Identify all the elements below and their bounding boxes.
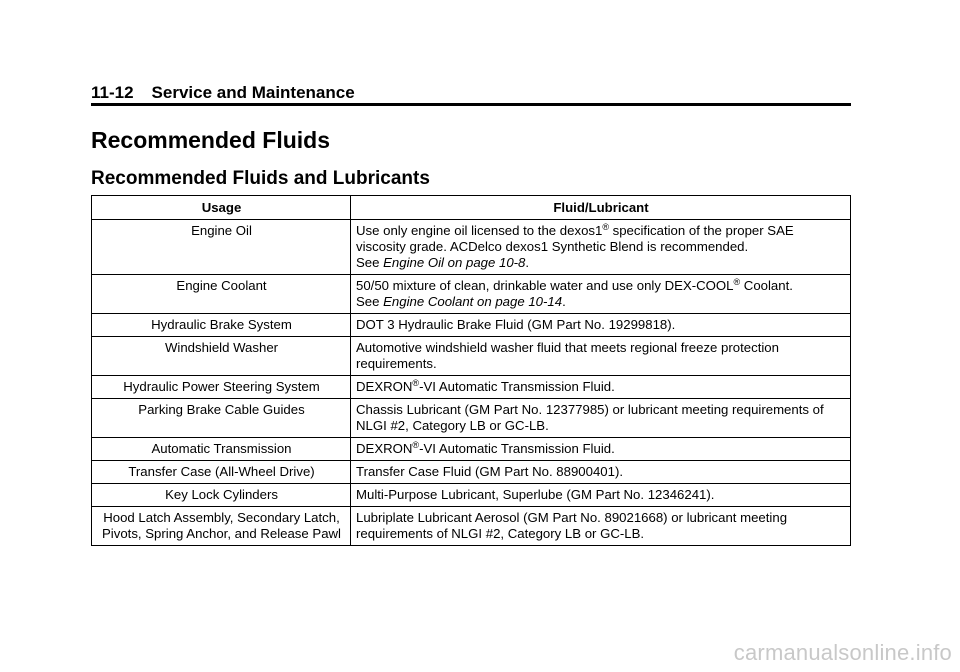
table-row xyxy=(92,484,851,507)
fluid-cell: DEXRON®-VI Automatic Transmission Fluid. xyxy=(351,376,851,399)
usage-cell: Engine Oil xyxy=(92,220,351,275)
usage-cell: Key Lock Cylinders xyxy=(92,484,351,507)
usage-cell: Windshield Washer xyxy=(92,337,351,376)
table-row xyxy=(92,438,851,461)
cross-reference: Engine Oil on page 10-8 xyxy=(383,255,526,270)
section-title: Service and Maintenance xyxy=(151,83,355,102)
fluid-cell: Automotive windshield washer fluid that meets regional freeze protection requirements. xyxy=(351,337,851,376)
fluid-cell: Chassis Lubricant (GM Part No. 12377985) or lubricant meeting requirements of NLGI #2, Category LB or GC-LB. xyxy=(351,399,851,438)
page-title: Recommended Fluids xyxy=(91,127,330,153)
table-header-row xyxy=(92,196,851,220)
table-row xyxy=(92,275,851,314)
fluid-cell: Use only engine oil licensed to the dexos1® specification of the proper SAE viscosity grade. ACDelco dexos1 Synthetic Blend is recommended. See Engine Oil on page 10-8. xyxy=(351,220,851,275)
table-row xyxy=(92,337,851,376)
table-row xyxy=(92,399,851,438)
usage-cell: Hydraulic Brake System xyxy=(92,314,351,337)
table-row xyxy=(92,314,851,337)
usage-cell: Engine Coolant xyxy=(92,275,351,314)
fluid-cell: Lubriplate Lubricant Aerosol (GM Part No. 89021668) or lubricant meeting requirements of NLGI #2, Category LB or GC-LB. xyxy=(351,507,851,546)
usage-cell: Transfer Case (All-Wheel Drive) xyxy=(92,461,351,484)
page-header xyxy=(91,83,851,103)
header-rule xyxy=(91,103,851,106)
fluids-table xyxy=(91,195,851,546)
column-header-fluid: Fluid/Lubricant xyxy=(351,196,851,220)
table-row xyxy=(92,507,851,546)
cross-reference: Engine Coolant on page 10-14 xyxy=(383,294,563,309)
usage-cell: Hood Latch Assembly, Secondary Latch, Pivots, Spring Anchor, and Release Pawl xyxy=(92,507,351,546)
fluid-cell: 50/50 mixture of clean, drinkable water and use only DEX-COOL® Coolant. See Engine Coolant on page 10-14. xyxy=(351,275,851,314)
fluid-cell: Multi-Purpose Lubricant, Superlube (GM Part No. 12346241). xyxy=(351,484,851,507)
table-row xyxy=(92,220,851,275)
site-watermark: carmanualsonline.info xyxy=(733,640,952,665)
section-subtitle: Recommended Fluids and Lubricants xyxy=(91,168,430,189)
table-row xyxy=(92,376,851,399)
column-header-usage: Usage xyxy=(92,196,351,220)
fluid-cell: DOT 3 Hydraulic Brake Fluid (GM Part No. 19299818). xyxy=(351,314,851,337)
fluid-cell: Transfer Case Fluid (GM Part No. 88900401). xyxy=(351,461,851,484)
usage-cell: Hydraulic Power Steering System xyxy=(92,376,351,399)
table-row xyxy=(92,461,851,484)
usage-cell: Parking Brake Cable Guides xyxy=(92,399,351,438)
fluid-cell: DEXRON®-VI Automatic Transmission Fluid. xyxy=(351,438,851,461)
usage-cell: Automatic Transmission xyxy=(92,438,351,461)
page-number: 11-12 xyxy=(91,83,134,102)
